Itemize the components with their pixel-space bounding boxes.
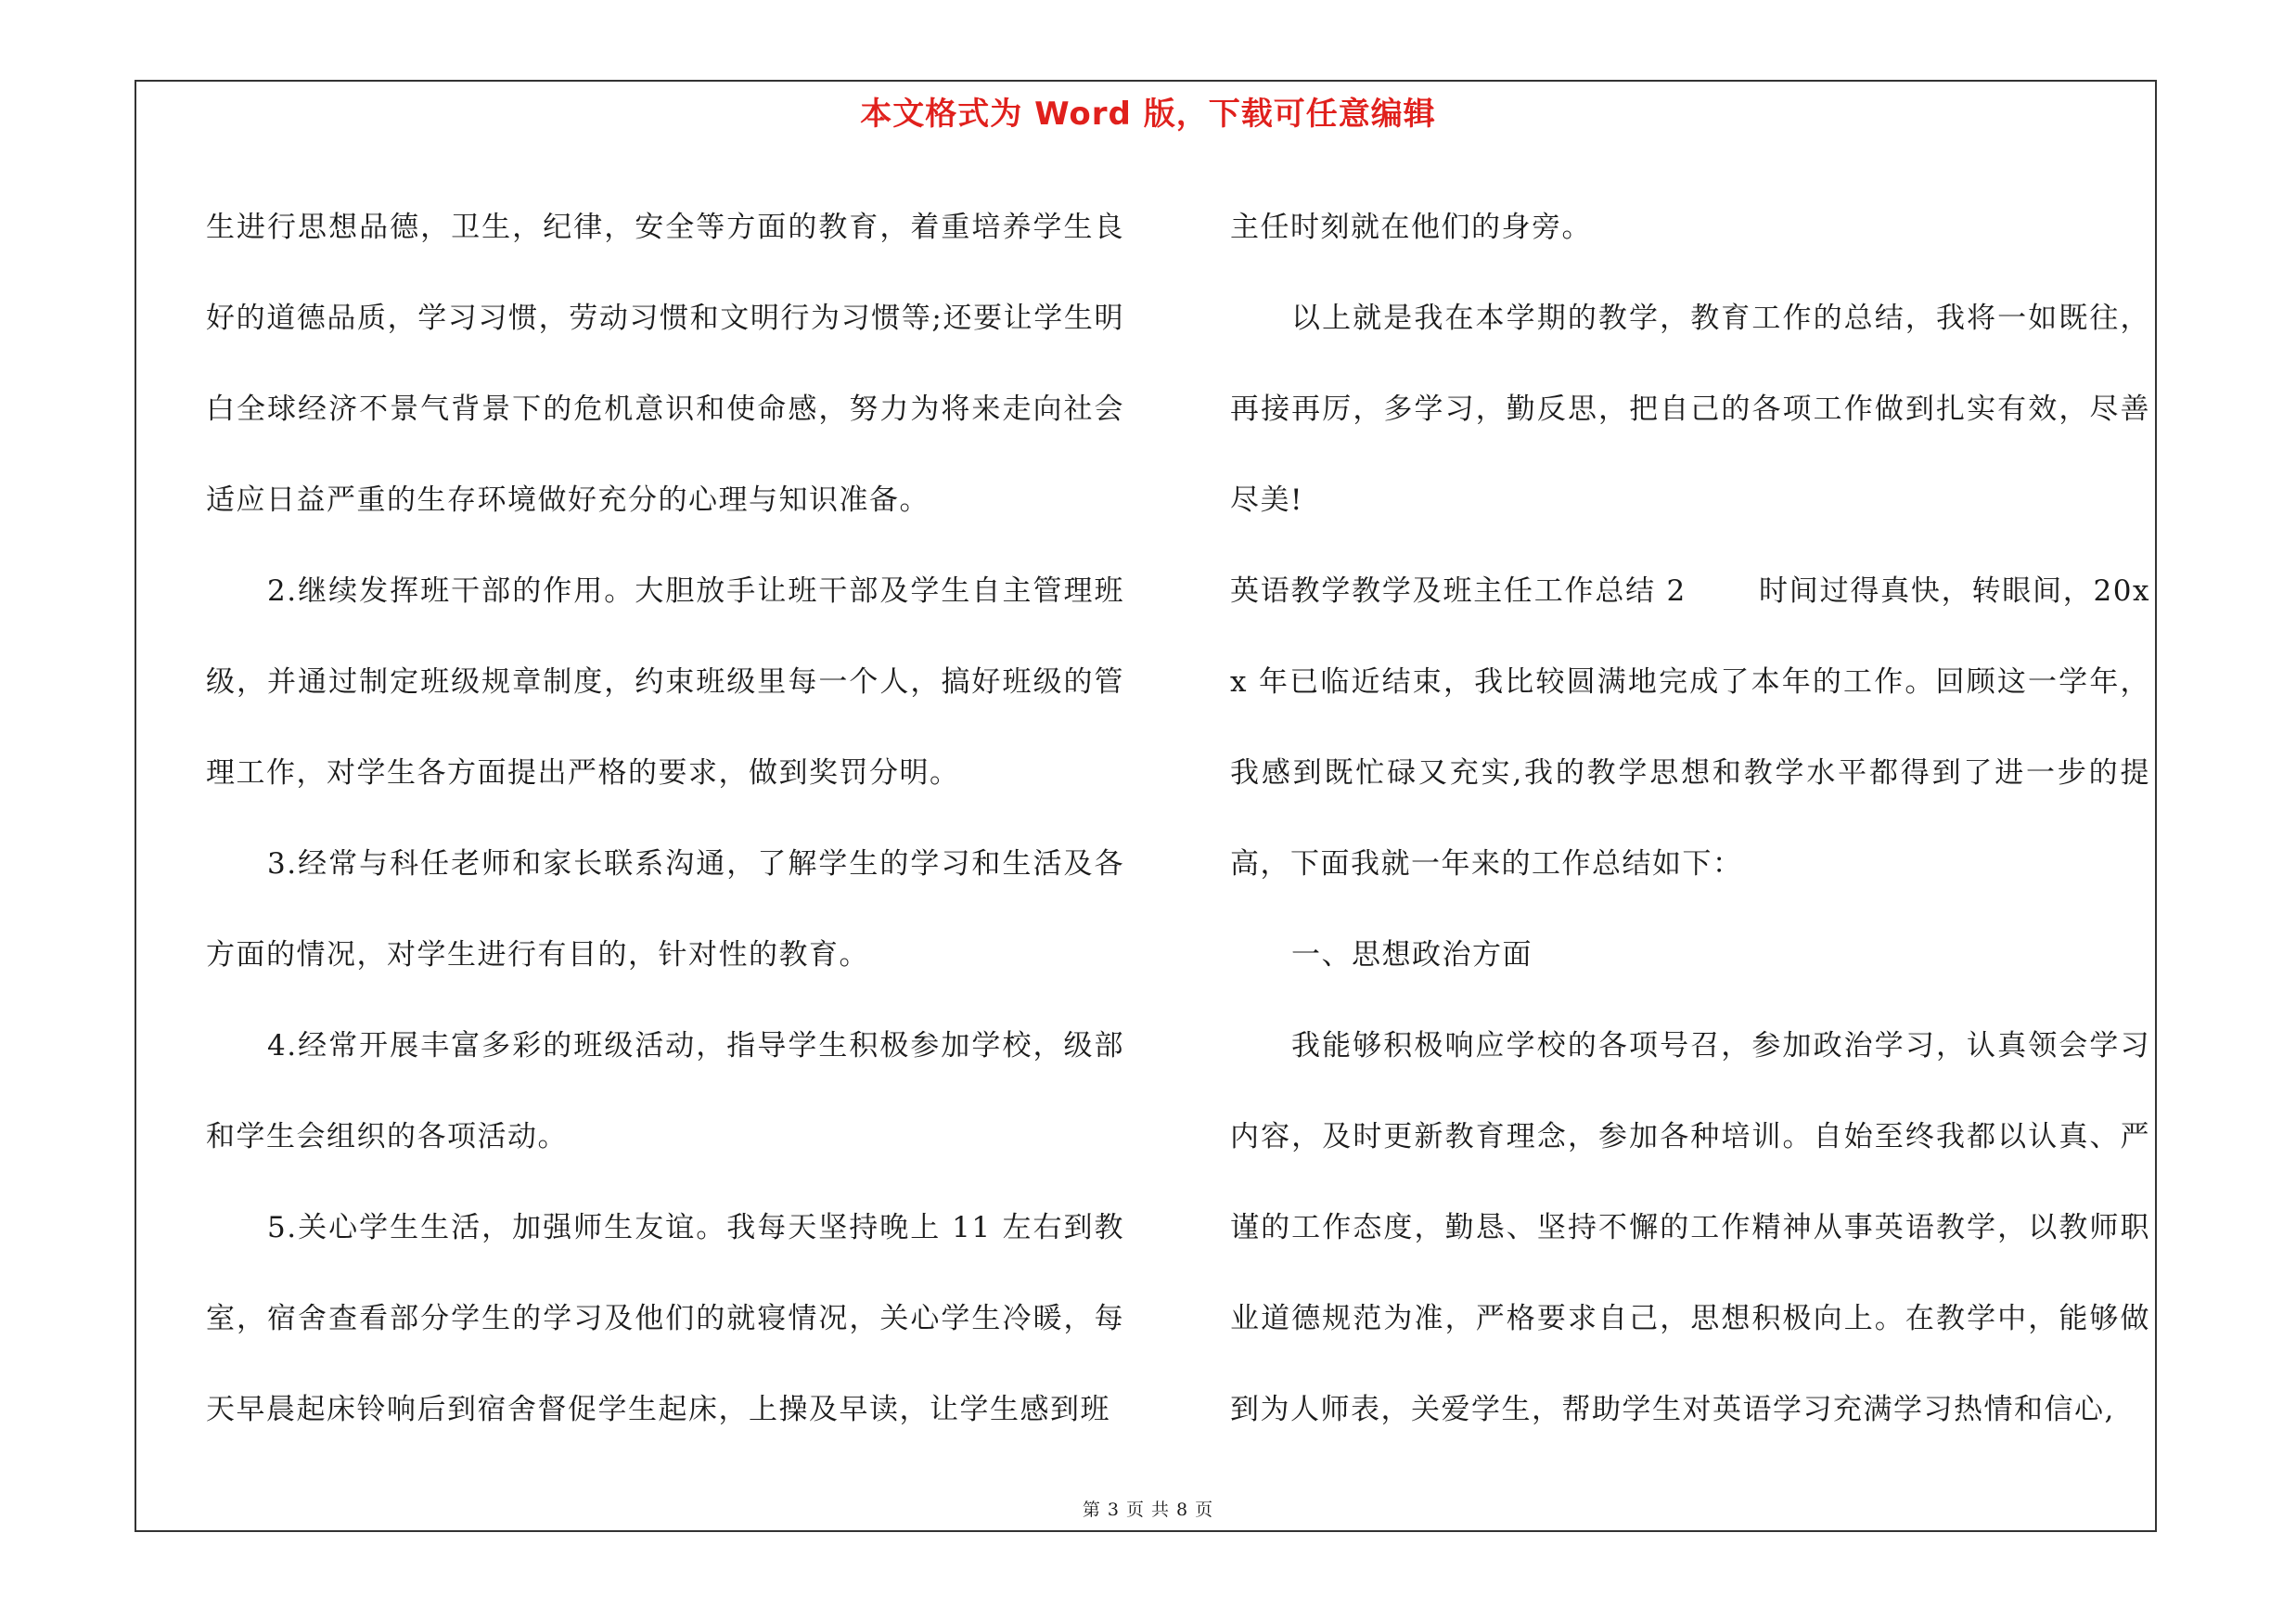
paragraph: 2.继续发挥班干部的作用。大胆放手让班干部及学生自主管理班级，并通过制定班级规章制度，约束班级里每一个人，搞好班级的管理工作，对学生各方面提出严格的要求，做到奖罚分明。: [206, 574, 1124, 790]
left-text-column: [206, 182, 1124, 1455]
page-number-footer: 第 3 页 共 8 页: [1082, 1500, 1214, 1520]
right-text-column: [1230, 182, 2150, 1455]
paragraph-with-heading: [1230, 546, 2150, 909]
paragraph: 5.关心学生生活，加强师生友谊。我每天坚持晚上 11 左右到教室，宿舍查看部分学生的学习及他们的就寝情况，关心学生冷暖，每天早晨起床铃响后到宿舍督促学生起床，上操及早读，让学生感到班: [206, 1211, 1124, 1426]
subheading: 一、思想政治方面: [1291, 938, 1533, 972]
paragraph: 生进行思想品德，卫生，纪律，安全等方面的教育，着重培养学生良好的道德品质，学习习惯，劳动习惯和文明行为习惯等;还要让学生明白全球经济不景气背景下的危机意识和使命感，努力为将来走向社会适应日益严重的生存环境做好充分的心理与知识准备。: [206, 211, 1124, 517]
format-notice-banner: 本文格式为 Word 版，下载可任意编辑: [860, 96, 1436, 133]
paragraph: 我能够积极响应学校的各项号召，参加政治学习，认真领会学习内容，及时更新教育理念，参加各种培训。自始至终我都以认真、严谨的工作态度，勤恳、坚持不懈的工作精神从事英语教学，以教师职业道德规范为准，严格要求自己，思想积极向上。在教学中，能够做到为人师表，关爱学生，帮助学生对英语学习充满学习热情和信心,: [1230, 1029, 2150, 1426]
paragraph: 3.经常与科任老师和家长联系沟通，了解学生的学习和生活及各方面的情况，对学生进行有目的，针对性的教育。: [206, 847, 1124, 972]
paragraph-text: 时间过得真快，转眼间，20xx 年已临近结束，我比较圆满地完成了本年的工作。回顾这一学年，我感到既忙碌又充实,我的教学思想和教学水平都得到了进一步的提高，下面我就一年来的工作总结如下：: [1230, 574, 2150, 881]
section-heading: 英语教学教学及班主任工作总结 2: [1230, 574, 1687, 608]
paragraph: 以上就是我在本学期的教学，教育工作的总结，我将一如既往，再接再厉，多学习，勤反思，把自己的各项工作做到扎实有效，尽善尽美!: [1230, 302, 2150, 517]
paragraph: 主任时刻就在他们的身旁。: [1230, 211, 1592, 244]
paragraph: 4.经常开展丰富多彩的班级活动，指导学生积极参加学校，级部和学生会组织的各项活动。: [206, 1029, 1124, 1153]
